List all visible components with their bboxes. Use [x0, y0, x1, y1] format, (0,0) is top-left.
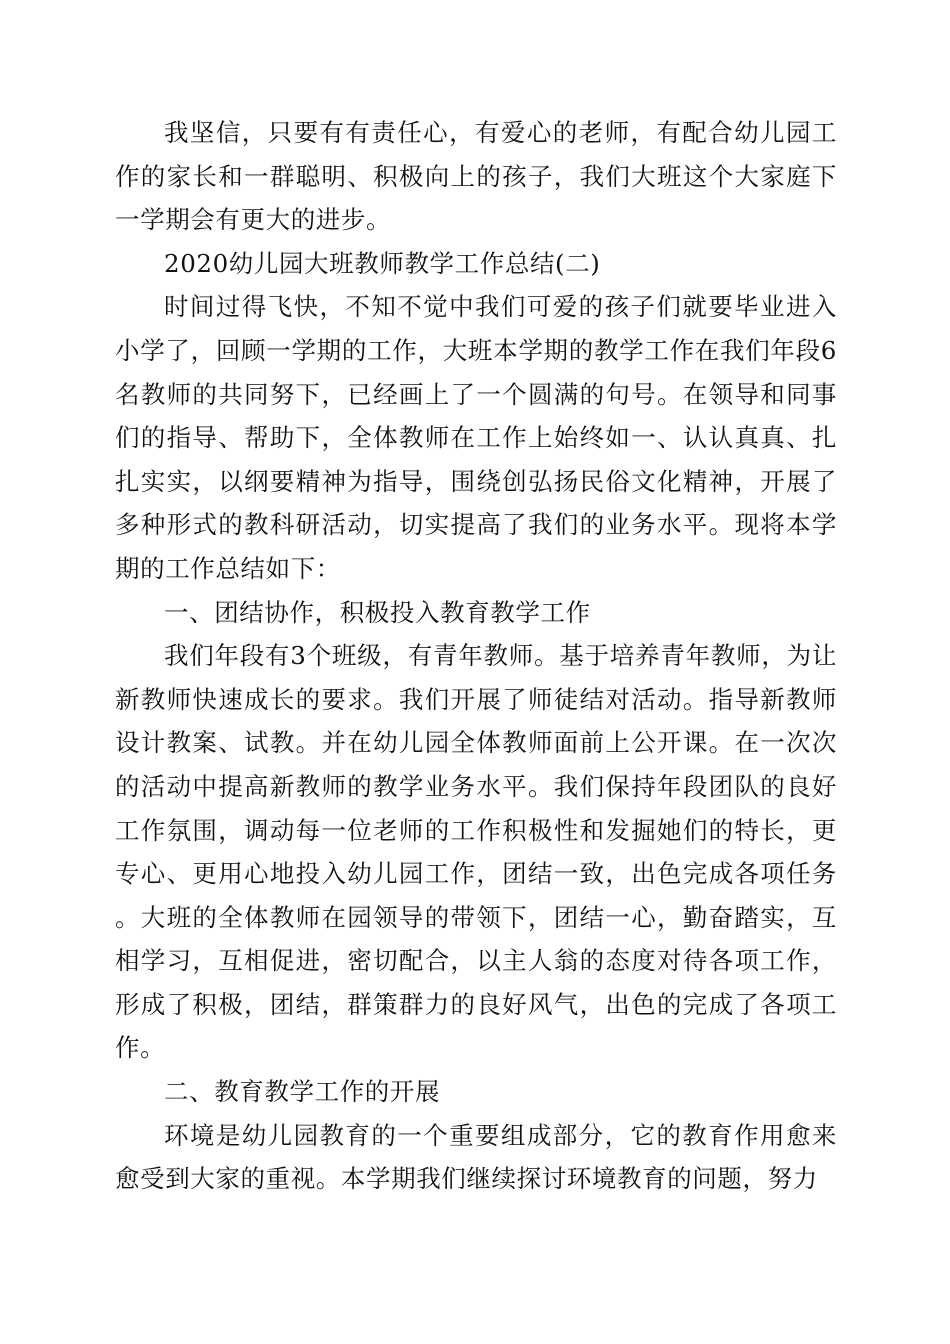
- section-heading-teamwork: 一、团结协作，积极投入教育教学工作: [164, 597, 591, 627]
- paragraph-closing-statement: 我坚信，只要有有责任心，有爱心的老师，有配合幼儿园工作的家长和一群聪明、积极向上的孩子，我们大班这个大家庭下一学期会有更大的进步。: [115, 118, 837, 235]
- document-body: [115, 111, 837, 1201]
- paragraph-teamwork: 我们年段有3个班级，有青年教师。基于培养青年教师，为让新教师快速成长的要求。我们开展了师徒结对活动。指导新教师设计教案、试教。并在幼儿园全体教师面前上公开课。在一次次的活动中提高新教师的教学业务水平。我们保持年段团队的良好工作氛围，调动每一位老师的工作积极性和发掘她们的特长，更专心、更用心地投入幼儿园工作，团结一致，出色完成各项任务。大班的全体教师在园领导的带领下，团结一心，勤奋踏实，互相学习，互相促进，密切配合，以主人翁的态度对待各项工作，形成了积极，团结，群策群力的良好风气，出色的完成了各项工作。: [115, 641, 837, 1063]
- paragraph-intro: 时间过得飞快，不知不觉中我们可爱的孩子们就要毕业进入小学了，回顾一学期的工作，大班本学期的教学工作在我们年段6名教师的共同努下，已经画上了一个圆满的句号。在领导和同事们的指导、帮助下，全体教师在工作上始终如一、认认真真、扎扎实实，以纲要精神为指导，围绕创弘扬民俗文化精神，开展了多种形式的教科研活动，切实提高了我们的业务水平。现将本学期的工作总结如下：: [115, 292, 837, 583]
- section-title-summary-two: 2020幼儿园大班教师教学工作总结(二): [164, 248, 601, 278]
- paragraph-environment: 环境是幼儿园教育的一个重要组成部分，它的教育作用愈来愈受到大家的重视。本学期我们继续探讨环境教育的问题，努力: [115, 1120, 837, 1194]
- section-heading-teaching: 二、教育教学工作的开展: [164, 1077, 441, 1107]
